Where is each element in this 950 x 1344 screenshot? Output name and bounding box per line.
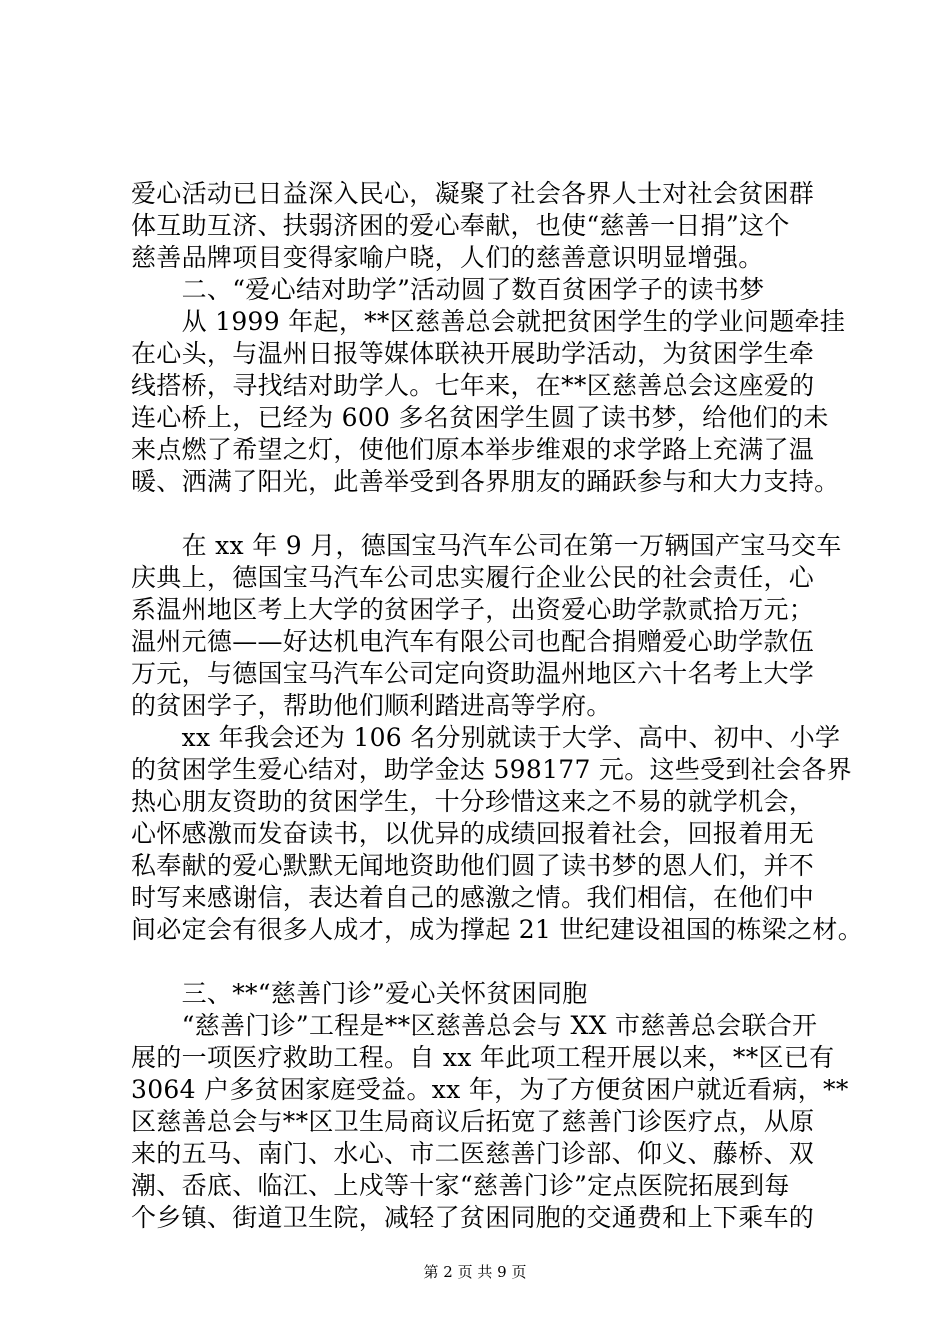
text-line: 来点燃了希望之灯，使他们原本举步维艰的求学路上充满了温 (131, 435, 815, 464)
text-line: 二、“爱心结对助学”活动圆了数百贫困学子的读书梦 (131, 275, 765, 304)
text-line: 在心头，与温州日报等媒体联袂开展助学活动，为贫困学生牵 (131, 339, 815, 368)
text-line: 万元，与德国宝马汽车公司定向资助温州地区六十名考上大学 (131, 659, 815, 688)
text-line: 潮、岙底、临江、上戍等十家“慈善门诊”定点医院拓展到每 (131, 1171, 790, 1200)
text-line: 温州元德——好达机电汽车有限公司也配合捐赠爱心助学款伍 (131, 627, 815, 656)
text-line: 在 xx 年 9 月，德国宝马汽车公司在第一万辆国产宝马交车 (131, 531, 842, 560)
text-line: 区慈善总会与**区卫生局商议后拓宽了慈善门诊医疗点，从原 (131, 1107, 815, 1136)
text-line: 慈善品牌项目变得家喻户晓，人们的慈善意识明显增强。 (131, 243, 764, 272)
page-footer: 第 2 页 共 9 页 (423, 1263, 527, 1281)
text-line: 时写来感谢信，表达着自己的感激之情。我们相信，在他们中 (131, 883, 815, 912)
text-line: 的贫困学子，帮助他们顺利踏进高等学府。 (131, 691, 612, 720)
text-line: 线搭桥，寻找结对助学人。七年来，在**区慈善总会这座爱的 (131, 371, 815, 400)
text-line: 心怀感激而发奋读书，以优异的成绩回报着社会，回报着用无 (131, 819, 815, 848)
text-line: 3064 户多贫困家庭受益。xx 年，为了方便贫困户就近看病，** (131, 1075, 849, 1104)
document-body (131, 178, 864, 1234)
text-line: 从 1999 年起，**区慈善总会就把贫困学生的学业问题牵挂 (131, 307, 846, 336)
text-line: 个乡镇、街道卫生院，减轻了贫困同胞的交通费和上下乘车的 (131, 1203, 815, 1232)
blank-line (131, 498, 831, 530)
text-line: 暖、洒满了阳光，此善举受到各界朋友的踊跃参与和大力支持。 (131, 467, 840, 496)
text-line: 连心桥上，已经为 600 多名贫困学生圆了读书梦，给他们的未 (131, 403, 829, 432)
text-line: 来的五马、南门、水心、市二医慈善门诊部、仰义、藤桥、双 (131, 1139, 815, 1168)
text-line: 系温州地区考上大学的贫困学子，出资爱心助学款贰拾万元； (131, 595, 815, 624)
text-line: 爱心活动已日益深入民心，凝聚了社会各界人士对社会贫困群 (131, 179, 815, 208)
text-line: 的贫困学生爱心结对，助学金达 598177 元。这些受到社会各界 (131, 755, 852, 784)
text-line: 庆典上，德国宝马汽车公司忠实履行企业公民的社会责任，心 (131, 563, 815, 592)
text-line: 热心朋友资助的贫困学生，十分珍惜这来之不易的就学机会， (131, 787, 815, 816)
text-line: 间必定会有很多人成才，成为撑起 21 世纪建设祖国的栋梁之材。 (131, 915, 864, 944)
text-line: 私奉献的爱心默默无闻地资助他们圆了读书梦的恩人们，并不 (131, 851, 815, 880)
text-line: 三、**“慈善门诊”爱心关怀贫困同胞 (131, 979, 588, 1008)
text-line: “慈善门诊”工程是**区慈善总会与 XX 市慈善总会联合开 (131, 1011, 818, 1040)
text-line: 体互助互济、扶弱济困的爱心奉献，也使“慈善一日捐”这个 (131, 211, 790, 240)
text-line: 展的一项医疗救助工程。自 xx 年此项工程开展以来，**区已有 (131, 1043, 835, 1072)
text-line: xx 年我会还为 106 名分别就读于大学、高中、初中、小学 (131, 723, 841, 752)
blank-line (131, 946, 831, 978)
